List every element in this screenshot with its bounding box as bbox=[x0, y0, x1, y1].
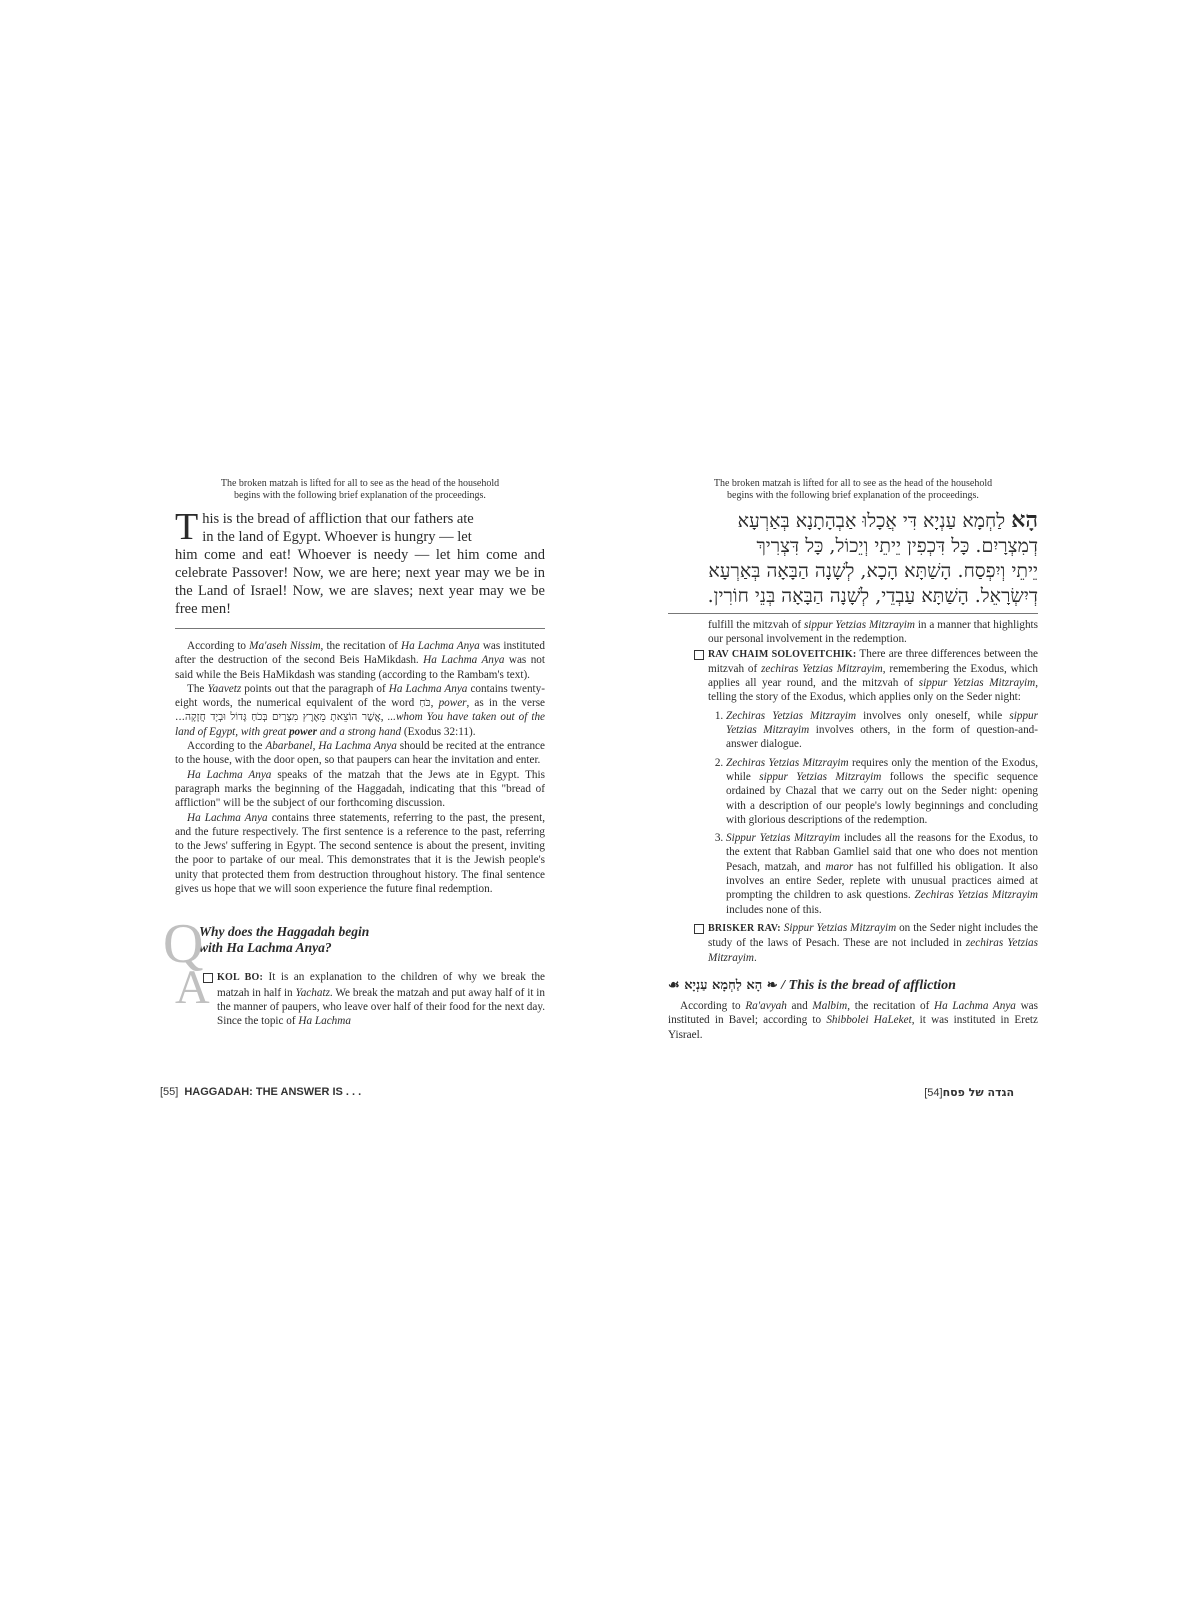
right-page bbox=[668, 478, 1038, 1042]
right-footer bbox=[900, 1086, 1020, 1099]
item-rav-chaim-soloveitchik: RAV CHAIM SOLOVEITCHIK: There are three differences between the mitzvah of zechiras Yetzias Mitzrayim, remembering the Exodus, which applies all year round, and the mitzvah of sippur Yetzias Mitzrayim, telling the story of the Exodus, which applies only on the Seder night: bbox=[692, 647, 1038, 705]
checkbox-square-icon bbox=[203, 973, 213, 983]
instruction-text: The broken matzah is lifted for all to see as the head of the household begins with the following brief explanation of the proceedings. bbox=[713, 478, 993, 501]
divider bbox=[668, 613, 1038, 614]
item-brisker-rav: BRISKER RAV: Sippur Yetzias Mitzrayim on the Seder night includes the study of the laws of Pesach. These are not included in zechiras Yetzias Mitzrayim. bbox=[692, 921, 1038, 965]
paragraph-abarbanel: According to the Abarbanel, Ha Lachma Anya should be recited at the entrance to the house, with the door open, so that paupers can hear the invitation and enter. bbox=[175, 740, 545, 767]
list-item: 3. Sippur Yetzias Mitzrayim includes all the reasons for the Exodus, to the extent that Rabban Gamliel said that one who does not mention Pesach, matzah, and maror has not fulfilled his obligation. It also involves an entire Seder, replete with unusual practices aimed at prompting the children to ask questions. Zechiras Yetzias Mitzrayim includes none of this. bbox=[726, 831, 1038, 917]
paragraph-matzah-egypt: Ha Lachma Anya speaks of the matzah that the Jews ate in Egypt. This paragraph marks the beginning of the Haggadah, indicating that this "bread of affliction" will be the subject of our forthcoming discussion. bbox=[175, 768, 545, 810]
differences-list bbox=[668, 709, 1038, 917]
drop-cap: T bbox=[175, 506, 199, 548]
question-block bbox=[163, 913, 545, 976]
hebrew-text: הָא לַחְמָא עַנְיָא דִּי אֲכָלוּ אַבְהָתָנָא בְּאַרְעָא דְמִצְרָיִם. כָּל דִּכְפִין יֵיתֵי וְיֵכוֹל, כָּל דִּצְרִיךְ יֵיתֵי וְיִפְסַח. הָשַׁתָּא הָכָא, לְשָׁנָה הַבָּאָה בְּאַרְעָא דְיִשְׂרָאֵל. הָשַׁתָּא עַבְדֵי, לְשָׁנָה הַבָּאָה בְּנֵי חוֹרִין. bbox=[707, 507, 1038, 607]
paragraph-maaseh-nissim: According to Ma'aseh Nissim, the recitation of Ha Lachma Anya was instituted after the destruction of the second Beis HaMikdash. Ha Lachma Anya was not said while the Beis HaMikdash was standing (according to the Rambam's text). bbox=[175, 640, 545, 681]
answer-initial: A bbox=[175, 961, 210, 1015]
running-title: HAGGADAH: THE ANSWER IS . . . bbox=[184, 1086, 362, 1098]
page-number: [55] bbox=[160, 1086, 179, 1098]
paragraph-three-statements: Ha Lachma Anya contains three statements, referring to the past, the present, and the future respectively. The first sentence is a reference to the past, referring to the Jews' suffering in Egypt. The second sentence is about the present, inviting the poor to partake of our meal. This demonstrates that it is the Jewish people's unity that protected them from destruction throughout history. The final sentence gives us hope that we will soon experience the future final redemption. bbox=[175, 811, 545, 896]
commentary bbox=[175, 639, 545, 896]
page-number: [54] bbox=[924, 1087, 943, 1099]
question-text: Why does the Haggadah begin with Ha Lachma Anya? bbox=[199, 924, 370, 956]
section-heading-hebrew: ☙ הָא לַחְמָא עַנְיָא ❧ bbox=[668, 977, 778, 993]
continuation-text: fulfill the mitzvah of sippur Yetzias Mitzrayim in a manner that highlights our personal involvement in the redemption. bbox=[708, 619, 1039, 646]
divider bbox=[175, 628, 545, 629]
checkbox-square-icon bbox=[694, 650, 704, 660]
answer-block bbox=[175, 961, 546, 1028]
question-initial: Q bbox=[163, 913, 204, 976]
left-footer bbox=[160, 1086, 361, 1098]
translation-paragraph: T his is the bread of affliction that our fathers ate in the land of Egypt. Whoever is hungry — let him come and eat! Whoever is needy — let him come and celebrate Passover! Now, we are here; next year may we be in the Land of Israel! Now, we are slaves; next year may we be free men! bbox=[175, 506, 545, 617]
section-heading bbox=[668, 979, 1038, 993]
checkbox-square-icon bbox=[694, 924, 704, 934]
hebrew-first-word: הָא bbox=[1011, 507, 1038, 533]
paragraph-yaavetz: The Yaavetz points out that the paragraph of Ha Lachma Anya contains twenty-eight words, the numerical equivalent of the word כֹּחַ, power, as in the verse ...אֲשֶׁר הוֹצֵאתָ מֵאֶרֶץ מִצְרַיִם בְּכֹחַ גָּדוֹל וּבְיָד חֲזָקָה, ...whom You have taken out of the land of Egypt, with great power and a strong hand (Exodus 32:11). bbox=[175, 682, 546, 738]
left-page bbox=[163, 478, 546, 1029]
answer-kol-bo: KOL BO: It is an explanation to the children of why we break the matzah in half in Yachatz. We break the matzah and put away half of it in the manner of paupers, who leave over half of their food for the next day. Since the topic of Ha Lachma bbox=[201, 970, 545, 1028]
instruction-text: The broken matzah is lifted for all to see as the head of the household begins with the following brief explanation of the proceedings. bbox=[220, 478, 500, 501]
paragraph-raavyah: According to Ra'avyah and Malbim, the recitation of Ha Lachma Anya was instituted in Bavel; according to Shibbolei HaLeket, it was instituted in Eretz Yisrael. bbox=[668, 1000, 1039, 1041]
running-title: הגדה של פסח bbox=[942, 1086, 1014, 1099]
section-heading-english: / This is the bread of affliction bbox=[777, 977, 956, 993]
list-item: 1. Zechiras Yetzias Mitzrayim involves only oneself, while sippur Yetzias Mitzrayim involves others, in the form of question-and-answer dialogue. bbox=[726, 709, 1038, 752]
commentary bbox=[668, 618, 1038, 1042]
list-item: 2. Zechiras Yetzias Mitzrayim requires only the mention of the Exodus, while sippur Yetzias Mitzrayim follows the specific sequence ordained by Chazal that we carry out on the Seder night: opening with a description of our people's lowly beginnings and concluding with glorious descriptions of the redemption. bbox=[726, 756, 1038, 827]
